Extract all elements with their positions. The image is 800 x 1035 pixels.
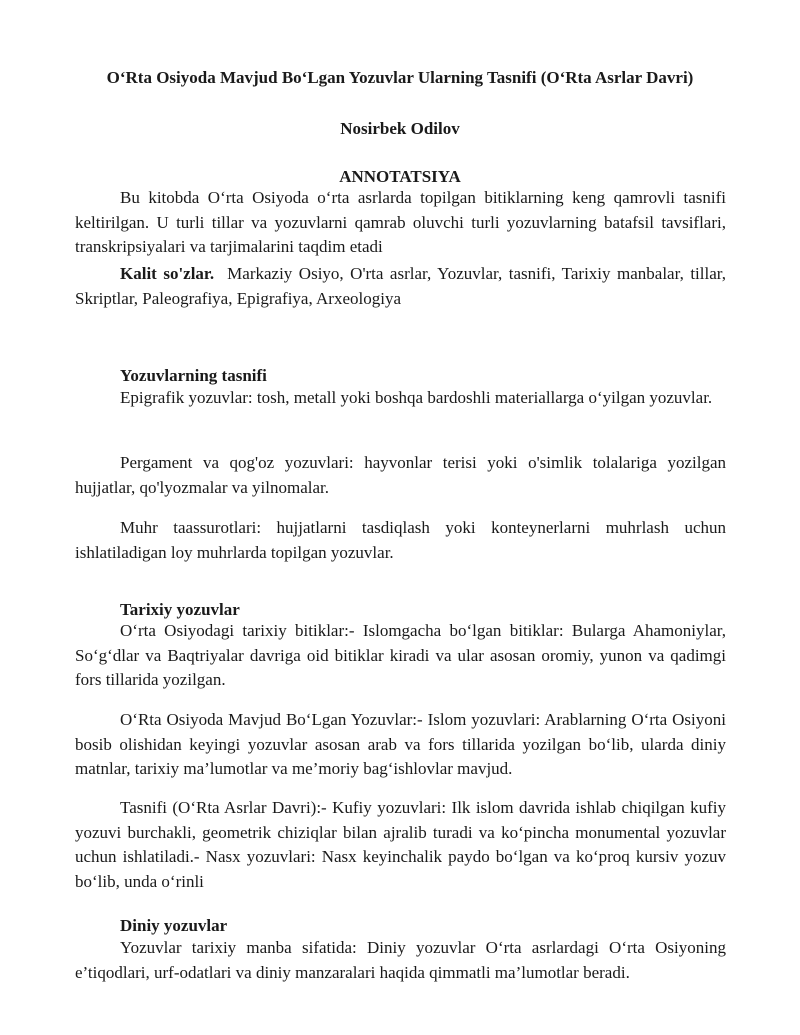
- section-heading-religious: Diniy yozuvlar: [120, 916, 228, 935]
- keywords-label: Kalit so'zlar.: [120, 264, 215, 283]
- paragraph-pre-islamic: O‘rta Osiyodagi tarixiy bitiklar:- Islomgacha bo‘lgan bitiklar: Bularga Ahamoniylar, So‘g‘dlar va Baqtriyalar davriga oid bitiklar kiradi va ular asosan oromiy, yunon va qadimgi fors tillarida yozilgan.: [75, 621, 726, 689]
- document-title: O‘Rta Osiyoda Mavjud Bo‘Lgan Yozuvlar Ularning Tasnifi (O‘Rta Asrlar Davri): [106, 68, 694, 87]
- paragraph-parchment: Pergament va qog'oz yozuvlari: hayvonlar terisi yoki o'simlik tolalariga yozilgan hujjatlar, qo'lyozmalar va yilnomalar.: [75, 453, 726, 497]
- section-heading-classification: Yozuvlarning tasnifi: [120, 366, 267, 385]
- keywords-text: Markaziy Osiyo, O'rta asrlar, Yozuvlar, tasnifi, Tarixiy manbalar, tillar, Skriptlar, Paleografiya, Epigrafiya, Arxeologiya: [75, 264, 726, 308]
- document-author: Nosirbek Odilov: [340, 119, 460, 138]
- annotation-paragraph: Bu kitobda O‘rta Osiyoda o‘rta asrlarda topilgan bitiklarning keng qamrovli tasnifi keltirilgan. U turli tillar va yozuvlarni qamrab oluvchi turli yozuvlarning batafsil tavsiflari, transkripsiyalari va tarjimalarini taqdim etadi: [75, 188, 726, 256]
- paragraph-epigraphic: Epigrafik yozuvlar: tosh, metall yoki boshqa bardoshli materiallarga o‘yilgan yozuvlar.: [120, 388, 713, 407]
- paragraph-seals: Muhr taassurotlari: hujjatlarni tasdiqlash yoki konteynerlarni muhrlash uchun ishlatiladigan loy muhrlarda topilgan yozuvlar.: [75, 518, 726, 562]
- paragraph-religious: Yozuvlar tarixiy manba sifatida: Diniy yozuvlar O‘rta asrlardagi O‘rta Osiyoning e’tiqodlari, urf-odatlari va diniy manzaralari haqida qimmatli ma’lumotlar beradi.: [75, 938, 726, 982]
- paragraph-islamic: O‘Rta Osiyoda Mavjud Bo‘Lgan Yozuvlar:- Islom yozuvlari: Arablarning O‘rta Osiyoni bosib olishidan keyingi yozuvlar asosan arab va fors tillarida yozilgan bo‘lib, ularda diniy matnlar, tarixiy ma’lumotlar va me’moriy bag‘ishlovlar mavjud.: [75, 710, 726, 778]
- annotation-heading: ANNOTATSIYA: [339, 167, 461, 186]
- paragraph-kufic: Tasnifi (O‘Rta Asrlar Davri):- Kufiy yozuvlari: Ilk islom davrida ishlab chiqilgan kufiy yozuvi burchakli, geometrik chiziqlar bilan ajralib turadi va ko‘pincha monumental yozuvlar uchun ishlatiladi.- Nasx yozuvlari: Nasx keyinchalik paydo bo‘lgan va ko‘proq kursiv yozuv bo‘lib, unda o‘rinli: [75, 798, 726, 891]
- section-heading-historical: Tarixiy yozuvlar: [120, 600, 240, 619]
- keywords-paragraph: [75, 262, 726, 311]
